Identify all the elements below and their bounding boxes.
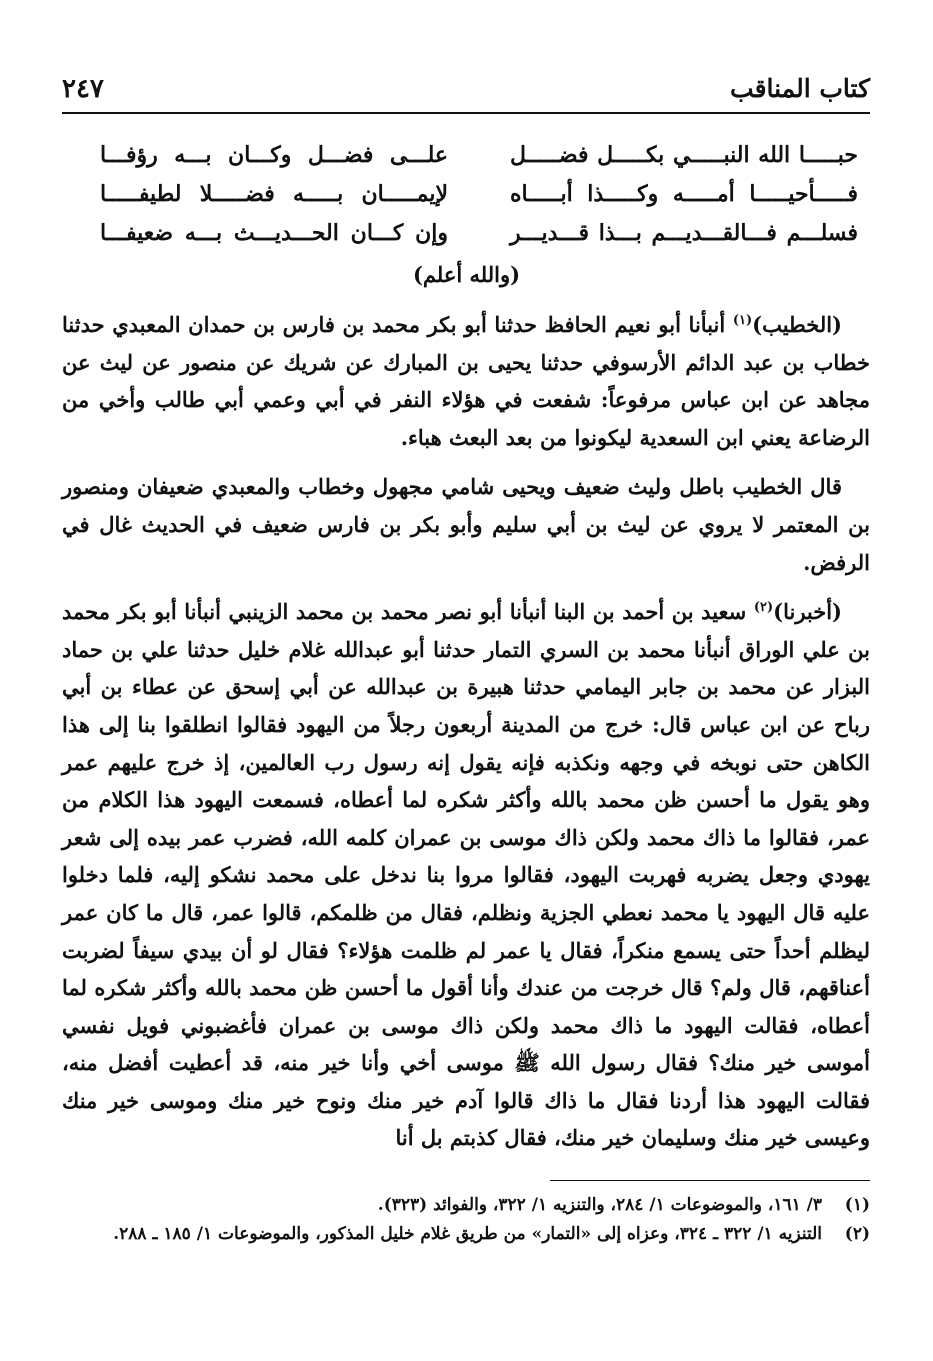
footnotes — [62, 1192, 870, 1250]
footnote-number: (٢) — [844, 1224, 870, 1244]
poem-verse — [100, 220, 858, 259]
main-text — [62, 306, 870, 1169]
header-rule — [62, 112, 870, 114]
footnote-number: (١) — [844, 1195, 870, 1215]
verse-second-hemistich: لإيمـــــان بـــــه فضـــــلا لطيفـــــا — [100, 181, 448, 207]
verse-second-hemistich: وإن كـــان الحـــديـــث بـــه ضعيفـــا — [100, 220, 448, 246]
poem-closing: (والله أعلم) — [412, 262, 521, 287]
footnote-ref: (٢) — [753, 600, 774, 616]
source-label: (أخبرنا) — [773, 599, 842, 625]
footnote-text: ٣/ ١٦١، والموضوعات ١/ ٢٨٤، والتنزيه ١/ ٣٢٢، والفوائد (٣٢٣). — [377, 1195, 822, 1215]
paragraph-text: قال الخطيب باطل وليث ضعيف ويحيى شامي مجهول وخطاب والمعبدي ضعيفان ومنصور بن المعتمر لا يروي عن ليث بن أبي سليم وأبو بكر بن فارس ضعيف في الحديث غال في الرفض. — [62, 474, 870, 575]
verse-first-hemistich: فسلـــم فـــالقـــديـــم بـــذا قـــديـــر — [510, 220, 858, 246]
page-header — [62, 70, 870, 112]
source-label: (الخطيب) — [752, 312, 842, 337]
verse-first-hemistich: حبـــــا الله النبـــــي بكـــــل فضـــــل — [510, 142, 858, 168]
footnote-rule — [550, 1180, 870, 1181]
paragraph-khatib — [62, 306, 870, 456]
verse-second-hemistich: علـــى فضـــل وكـــان بـــه رؤفـــا — [100, 142, 448, 168]
paragraph-text: أنبأنا أبو نعيم الحافظ حدثنا أبو بكر محمد بن فارس بن حمدان المعبدي حدثنا خطاب بن عبد الدائم الأرسوفي حدثنا يحيى بن المبارك عن شريك عن منصور عن ليث عن مجاهد عن ابن عباس مرفوعاً: شفعت في هؤلاء النفر في أبي وعمي أبي طالب وأخي من الرضاعة يعني ابن السعدية ليكونوا من بعد البعث هباء. — [62, 312, 870, 450]
paragraph-akhbarana — [62, 593, 870, 1157]
poem — [100, 142, 858, 259]
paragraph-text: سعيد بن أحمد بن البنا أنبأنا أبو نصر محمد بن محمد الزينبي أنبأنا أبو بكر محمد بن علي الوراق أنبأنا محمد بن السري التمار حدثنا أبو عبدالله غلام خليل حدثنا علي بن حماد البزار عن محمد بن جابر اليمامي حدثنا هبيرة بن عبدالله عن أبي إسحق عن عطاء بن أبي رباح عن ابن عباس قال: خرج من المدينة أربعون رجلاً من اليهود فقالوا انطلقوا بنا إلى هذا الكاهن حتى نوبخه في وجهه ونكذبه فإنه يقول إنه رسول رب العالمين، إذ خرج عليهم عمر وهو يقول ما أحسن ظن محمد بالله وأكثر شكره لما أعطاه، فسمعت اليهود هذا الكلام من عمر، فقالوا ما ذاك محمد ولكن ذاك موسى بن عمران كلمه الله، فضرب عمر بيده إلى شعر يهودي وجعل يضربه فهربت اليهود، فقالوا مروا بنا ندخل على محمد نشكو إليه، فلما دخلوا عليه قال اليهود يا محمد نعطي الجزية ونظلم، فقال من ظلمكم، قالوا عمر، قال ما كان عمر ليظلم أحداً حتى يسمع منكراً، فقال يا عمر لم ظلمت هؤلاء؟ فقال لو أن بيدي سيفاً لضربت أعناقهم، قال ولم؟ قال خرجت من عندك وأنا أقول ما أحسن ظن محمد بالله وأكثر شكره لما أعطاه، فقالت اليهود ما ذاك محمد ولكن ذاك موسى بن عمران فأغضبوني فويل نفسي أموسى خير منك؟ فقال رسول الله ﷺ موسى أخي وأنا خير منه، قد أعطيت أفضل منه، فقالت اليهود هذا أردنا فقال ما ذاك قالوا آدم خير منك ونوح خير منك وموسى خير منك وعيسى خير منك وسليمان خير منك، فقال كذبتم بل أنا — [62, 599, 870, 1151]
footnote-text: التنزيه ١/ ٣٢٢ ـ ٣٢٤، وعزاه إلى «التمار» من طريق غلام خليل المذكور، والموضوعات ١/ ١٨٥ ـ ٢٨٨. — [113, 1224, 822, 1244]
poem-verse — [100, 181, 858, 220]
poem-verse — [100, 142, 858, 181]
book-title: كتاب المناقب — [730, 74, 870, 103]
paragraph-khatib-verdict — [62, 468, 870, 581]
page-number: ٢٤٧ — [62, 74, 104, 104]
footnote — [62, 1192, 870, 1219]
footnote-ref: (١) — [732, 313, 753, 328]
footnote — [62, 1221, 870, 1248]
verse-first-hemistich: فـــــأحيـــــا أمـــــه وكـــــذا أبـــــاه — [510, 181, 858, 207]
